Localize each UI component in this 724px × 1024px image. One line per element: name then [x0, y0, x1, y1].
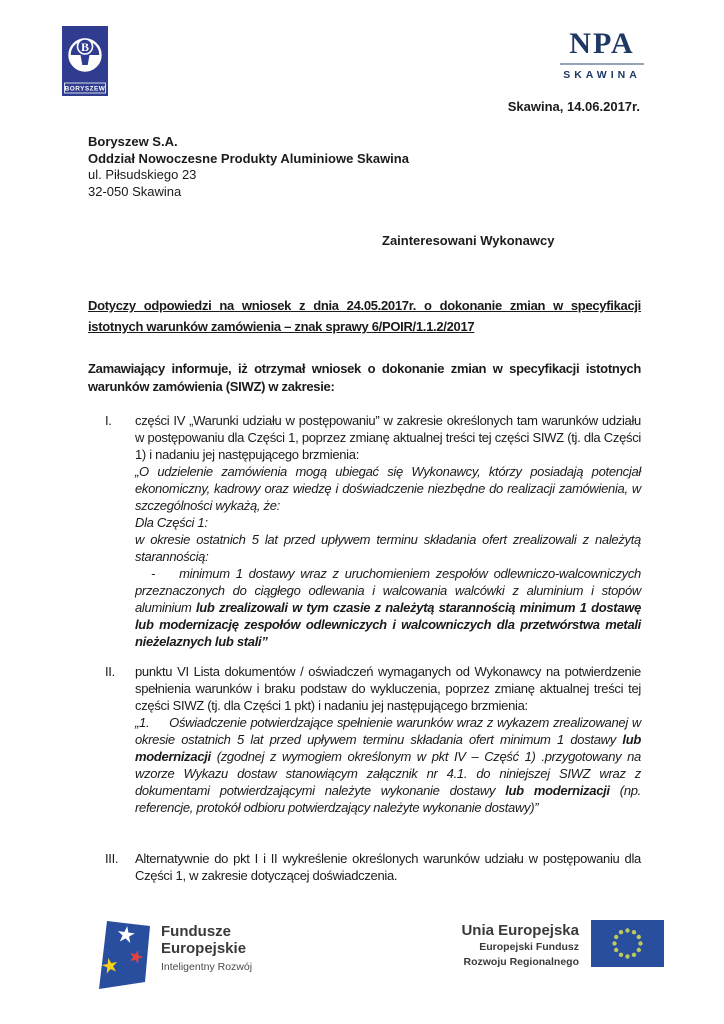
- unia-europejska-text: [461, 920, 579, 968]
- sender-address: [88, 134, 409, 200]
- list-item-2: [88, 663, 641, 816]
- item-1-quote-3: w okresie ostatnich 5 lat przed upływem terminu składania ofert zrealizowali z należytą starannością:: [135, 532, 641, 564]
- npa-logo-title: NPA: [569, 27, 635, 60]
- eu-flag-icon: [591, 920, 664, 967]
- list-item-3-numeral: III.: [105, 851, 119, 866]
- eu-subtitle-line2: Rozwoju Regionalnego: [463, 955, 579, 968]
- boryszew-logo-label: BORYSZEW: [64, 85, 106, 93]
- recipient-line: Zainteresowani Wykonawcy: [382, 233, 555, 248]
- list-item-1-numeral: I.: [105, 413, 112, 428]
- boryszew-logo-letter: B: [80, 40, 90, 54]
- fe-subtitle: Inteligentny Rozwój: [161, 961, 253, 973]
- fundusze-europejskie-flag-icon: [96, 916, 152, 992]
- sender-division: Oddział Nowoczesne Produkty Aluminiowe Skawina: [88, 150, 409, 166]
- item-2-lead: punktu VI Lista dokumentów / oświadczeń wymaganych od Wykonawcy na potwierdzenie spełnienia warunków i braku podstaw do wykluczenia, poprzez zmianę aktualnej treści tej części SIWZ (tj. dla Części 1 pkt) i nadaniu jej następującego brzmienia:: [135, 664, 641, 713]
- unia-europejska-logo: [461, 920, 664, 968]
- item-2-quote-part-a: „1. Oświadczenie potwierdzające spełnienie warunków wraz z wykazem zrealizowanej w okresie ostatnich 5 lat przed upływem terminu składania ofert minimum 1 dostawy: [135, 715, 641, 747]
- item-2-quote-part-b: lub modernizacji: [135, 732, 641, 764]
- fundusze-europejskie-logo: [96, 916, 252, 992]
- item-3-lead: Alternatywnie do pkt I i II wykreślenie określonych warunków udziału w postępowaniu dla Części 1, w zakresie dotyczącej doświadczenia.: [135, 851, 641, 883]
- item-1-quote-4-bold: lub zrealizowali w tym czasie z należytą starannością minimum 1 dostawę lub modernizację zespołów odlewniczych i walcowniczych dla przetwórstwa metali nieżelaznych lub stali”: [135, 600, 642, 649]
- letter-date: Skawina, 14.06.2017r.: [507, 99, 640, 114]
- eu-title: Unia Europejska: [461, 922, 579, 939]
- item-2-quote-part-d: lub modernizacji: [505, 783, 620, 798]
- sender-city: 32-050 Skawina: [88, 183, 182, 199]
- item-1-quote-1: „O udzielenie zamówienia mogą ubiegać się Wykonawcy, którzy posiadają potencjał ekonomiczny, kadrowy oraz wiedzę i doświadczenie niezbędne do realizacji zamówienia, w szczególności wykażą, że:: [135, 464, 641, 513]
- list-item-3-body: [135, 850, 641, 884]
- item-1-quote-4-regular: - minimum 1 dostawy wraz z uruchomieniem zespołów odlewniczo-walcowniczych przeznaczonych do ciągłego odlewania i walcowania walcówki z aluminium i stopów aluminium: [135, 566, 641, 615]
- changes-list: [88, 412, 641, 884]
- fe-title-line1: Fundusze: [161, 923, 231, 940]
- npa-logo-divider: [560, 63, 644, 65]
- intro-paragraph: Zamawiający informuje, iż otrzymał wniosek o dokonanie zmian w specyfikacji istotnych warunków zamówienia (SIWZ) w zakresie:: [88, 361, 641, 394]
- footer-logos: [90, 916, 664, 1008]
- fundusze-europejskie-text: [161, 916, 252, 973]
- npa-skawina-logo: [558, 28, 646, 81]
- item-2-quote-part-c: (zgodnej z wymogiem określonym w pkt IV – Część 1) .przygotowany na wzorze Wykazu dostaw stanowiącym załącznik nr 4.1. do niniejszej SIWZ wraz z dokumentami potwierdzającymi należyte wykonanie dostawy: [135, 749, 641, 798]
- sender-company: Boryszew S.A.: [88, 134, 178, 149]
- item-1-quote-4: [135, 565, 641, 650]
- list-item-1-body: [135, 412, 641, 650]
- npa-logo-subtitle: SKAWINA: [563, 69, 641, 81]
- list-item-2-numeral: II.: [105, 664, 115, 679]
- sender-street: ul. Piłsudskiego 23: [88, 167, 197, 182]
- list-item-2-body: [135, 663, 641, 816]
- list-item-1: [88, 412, 641, 650]
- boryszew-logo-icon: [62, 26, 108, 101]
- item-2-quote: [135, 714, 641, 816]
- item-1-lead: części IV „Warunki udziału w postępowaniu” w zakresie określonych tam warunków udziału w postępowaniu dla Części 1, poprzez zmianę aktualnej treści tej części SIWZ (tj. dla Części 1) i nadaniu jej następującego brzmienia:: [135, 413, 641, 462]
- fe-title-line2: Europejskie: [161, 939, 247, 957]
- eu-subtitle-line1: Europejski Fundusz: [479, 941, 579, 953]
- item-2-quote-part-e: (np. referencje, protokół odbioru potwierdzający należyte wykonanie dostawy)”: [135, 783, 641, 815]
- list-item-3: [88, 850, 641, 884]
- item-1-quote-2: Dla Części 1:: [135, 515, 208, 530]
- subject-line: Dotyczy odpowiedzi na wniosek z dnia 24.05.2017r. o dokonanie zmian w specyfikacji istotnych warunków zamówienia – znak sprawy 6/POIR/1.1.2/2017: [88, 298, 641, 334]
